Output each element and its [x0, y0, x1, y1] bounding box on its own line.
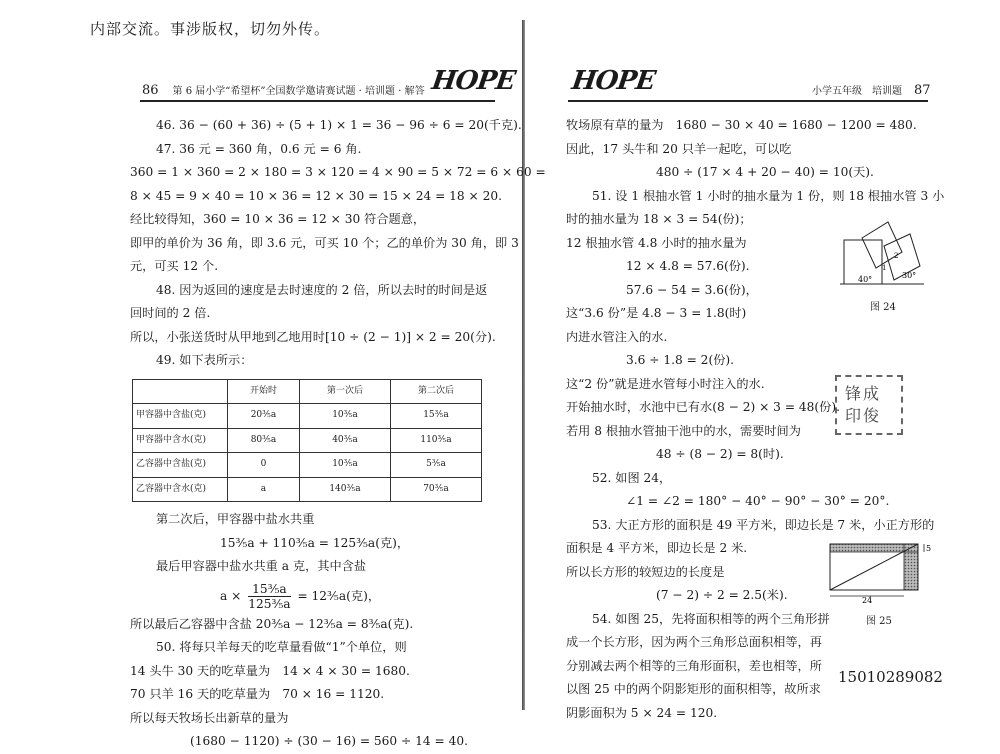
- table-row: 乙容器中含盐(克) 0 10⅗a 5⅗a: [133, 453, 482, 478]
- equation: 15⅗a + 110⅗a = 125⅗a(克)，: [220, 535, 410, 550]
- header-title: 小学五年级 培训题: [812, 86, 902, 97]
- angle-label: 30°: [902, 271, 917, 280]
- text-line: 开始抽水时，水池中已有水(8 − 2) × 3 = 48(份).: [566, 400, 840, 414]
- equation: 48 ÷ (8 − 2) = 8(时).: [656, 447, 784, 461]
- angle-label: 40°: [858, 275, 873, 284]
- shaded-rectangle: [904, 552, 918, 590]
- figure-24-caption: 图 24: [870, 302, 896, 313]
- text-line: 以图 25 中的两个阴影矩形的面积相等，故所求: [566, 682, 821, 696]
- equation: (1680 − 1120) ÷ (30 − 16) = 560 ÷ 14 = 40.: [190, 734, 468, 748]
- column-header: 第一次后: [299, 379, 390, 404]
- text-line: 元，可买 12 个.: [130, 259, 219, 273]
- equation: 480 ÷ (17 × 4 + 20 − 40) = 10(天).: [656, 165, 874, 179]
- text-line: 70 只羊 16 天的吃草量为 70 × 16 = 1120.: [130, 687, 385, 701]
- answer-53: 53. 大正方形的面积是 49 平方米，即边长是 7 米，小正方形的: [592, 517, 935, 532]
- fraction: $\frac{\text{15⅗a}}{\text{125⅗a}}$: [248, 581, 291, 611]
- text-line: 分别减去两个相等的三角形面积，差也相等，所: [566, 658, 822, 673]
- equation: (7 − 2) ÷ 2 = 2.5(米).: [656, 588, 788, 602]
- phone-number: 15010289082: [838, 668, 943, 686]
- salt-water-table: [132, 379, 482, 503]
- text-line: 经比较得知，360 = 10 × 36 = 12 × 30 符合题意，: [130, 212, 426, 226]
- column-header: 开始时: [228, 379, 300, 404]
- text-line: 14 头牛 30 天的吃草量为 14 × 4 × 30 = 1680.: [130, 663, 410, 678]
- header-rule: [568, 100, 928, 102]
- left-page-body: [130, 114, 546, 754]
- text-line: 即甲的单价为 36 角，即 3.6 元，可买 10 个；乙的单价为 30 角，即 3: [130, 235, 519, 250]
- text-line: 所以，小张送货时从甲地到乙地用时[10 ÷ (2 − 1)] × 2 = 20(分).: [130, 329, 496, 344]
- text-line: 最后甲容器中盐水共重 a 克，其中含盐: [156, 559, 367, 573]
- right-page-header: [812, 82, 931, 98]
- table-row: 乙容器中含水(克) a 140⅗a 70⅗a: [133, 477, 482, 502]
- equation: 3.6 ÷ 1.8 = 2(份).: [626, 353, 735, 367]
- angle-label: 2: [894, 252, 899, 260]
- answer-49: 49. 如下表所示：: [156, 353, 253, 367]
- text-line: 12 根抽水管 4.8 小时的抽水量为: [566, 235, 747, 250]
- table-row: 甲容器中含盐(克) 20⅗a 10⅗a 15⅗a: [133, 404, 482, 429]
- header-title: 第 6 届小学“希望杯”全国数学邀请赛试题 · 培训题 · 解答: [172, 86, 425, 97]
- text-line: 时的抽水量为 18 × 3 = 54(份)；: [566, 212, 752, 226]
- figure-25-diagram: [826, 540, 936, 604]
- text-line: 面积是 4 平方米，即边长是 2 米.: [566, 541, 748, 555]
- figure-24-diagram: [838, 218, 926, 290]
- answer-48: 48. 因为返回的速度是去时速度的 2 倍，所以去时的时间是返: [156, 282, 488, 297]
- header-rule: [140, 100, 495, 102]
- answer-50: 50. 将每只羊每天的吃草量看做“1”个单位，则: [156, 640, 407, 654]
- answer-46: 46. 36 − (60 + 36) ÷ (5 + 1) × 1 = 36 − 96 ÷ 6 = 20(千克).: [156, 118, 522, 132]
- dimension-label: 24: [862, 596, 873, 605]
- seal-stamp: 锋成 印俊: [835, 375, 903, 435]
- text-line: 360 = 1 × 360 = 2 × 180 = 3 × 120 = 4 × 90 = 5 × 72 = 6 × 60 =: [130, 165, 546, 179]
- answer-51: 51. 设 1 根抽水管 1 小时的抽水量为 1 份，则 18 根抽水管 3 小: [592, 188, 945, 203]
- table-header-row: [133, 379, 482, 404]
- hope-logo: HOPE: [429, 66, 517, 96]
- answer-54: 54. 如图 25，先将面积相等的两个三角形拼: [592, 611, 830, 626]
- text-line: 这“3.6 份”是 4.8 − 3 = 1.8(时): [566, 306, 747, 320]
- answer-52: 52. 如图 24，: [592, 470, 672, 485]
- answer-47: 47. 36 元 = 360 角，0.6 元 = 6 角.: [156, 141, 362, 156]
- fraction-equation: a × $\frac{\text{15⅗a}}{\text{125⅗a}}$ = 12⅗a(克)，: [220, 581, 381, 611]
- text-line: 若用 8 根抽水管抽干池中的水，需要时间为: [566, 423, 801, 438]
- text-line: 牧场原有草的量为 1680 − 30 × 40 = 1680 − 1200 = 480.: [566, 118, 917, 132]
- text-line: 阴影面积为 5 × 24 = 120.: [566, 705, 718, 720]
- figure-25-caption: 图 25: [866, 616, 892, 627]
- page-number: 87: [914, 83, 931, 98]
- equation: 57.6 − 54 = 3.6(份)，: [626, 282, 758, 297]
- text-line: 回时间的 2 倍.: [130, 306, 211, 320]
- text-line: 所以长方形的较短边的长度是: [566, 564, 725, 579]
- text-line: 内进水管注入的水.: [566, 329, 668, 344]
- text-line: 第二次后，甲容器中盐水共重: [156, 512, 315, 526]
- equation: ∠1 = ∠2 = 180° − 40° − 90° − 30° = 20°.: [626, 494, 890, 508]
- text-line: 这“2 份”就是进水管每小时注入的水.: [566, 376, 765, 391]
- text-line: 所以每天牧场长出新草的量为: [130, 710, 289, 725]
- dimension-label: 5: [926, 544, 932, 553]
- text-line: 因此，17 头牛和 20 只羊一起吃，可以吃: [566, 141, 792, 156]
- text-line: 所以最后乙容器中含盐 20⅗a − 12⅗a = 8⅗a(克).: [130, 616, 414, 631]
- equation: 12 × 4.8 = 57.6(份).: [626, 259, 750, 273]
- copyright-notice: 内部交流。事涉版权，切勿外传。: [90, 20, 331, 38]
- page-number: 86: [142, 83, 159, 98]
- column-header: [133, 379, 228, 404]
- table-row: 甲容器中含水(克) 80⅗a 40⅗a 110⅗a: [133, 428, 482, 453]
- text-line: 8 × 45 = 9 × 40 = 10 × 36 = 12 × 30 = 15 × 24 = 18 × 20.: [130, 188, 503, 203]
- hope-logo: HOPE: [569, 66, 657, 96]
- text-line: 成一个长方形，因为两个三角形总面积相等，再: [566, 635, 822, 649]
- angle-label: 1: [882, 264, 887, 272]
- column-header: 第二次后: [390, 379, 481, 404]
